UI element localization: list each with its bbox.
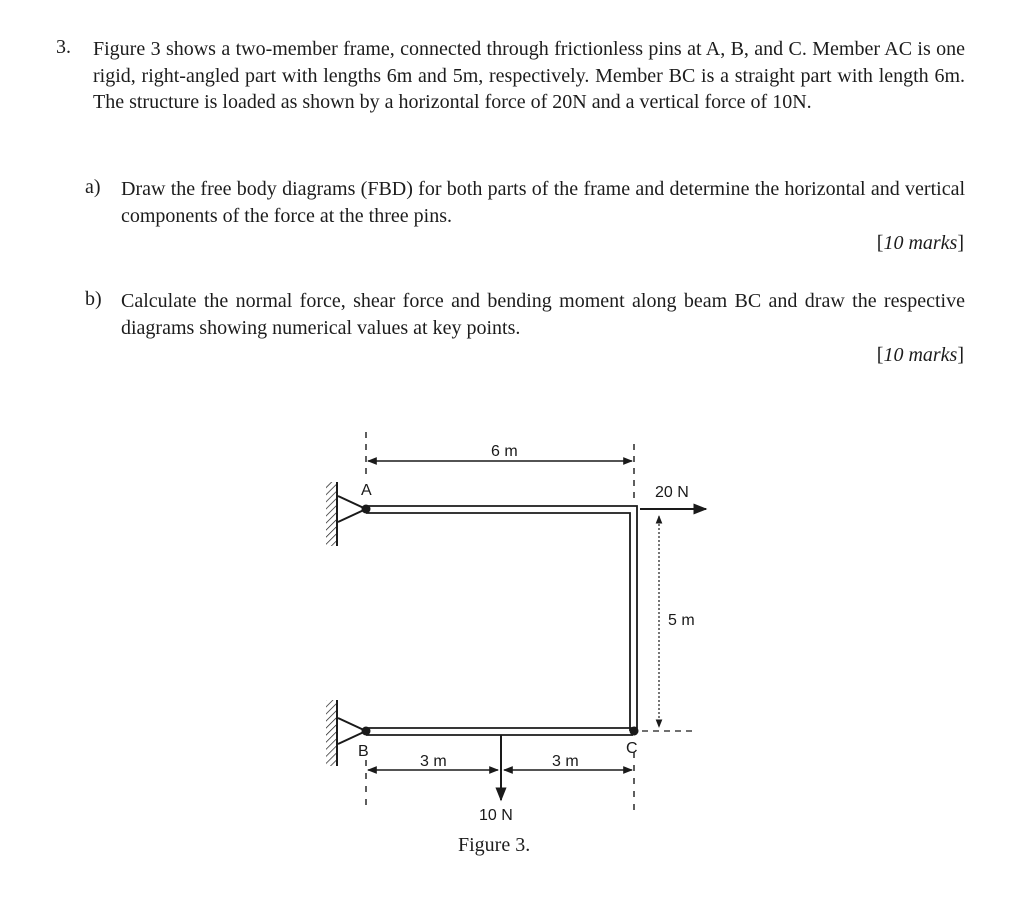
part-b-marks-value: 10 marks (883, 344, 958, 366)
part-a-text: Draw the free body diagrams (FBD) for both parts of the frame and determine the horizontal and vertical components of the force at the three pins. (121, 178, 965, 227)
frame-figure (310, 420, 730, 840)
pin-c-dot (630, 727, 639, 736)
figure-caption: Figure 3. (458, 834, 531, 856)
question-number: 3. (56, 36, 71, 58)
pin-a-label: A (361, 482, 372, 499)
right-dimension-label: 5 m (668, 612, 695, 629)
part-a-marks-value: 10 marks (883, 232, 958, 254)
member-ac (366, 506, 637, 731)
pin-b-dot (362, 727, 371, 736)
horizontal-force-label: 20 N (655, 484, 689, 501)
member-bc (366, 728, 633, 735)
bottom-left-dimension-label: 3 m (420, 753, 447, 770)
part-a-marks (877, 232, 964, 255)
vertical-force-label: 10 N (479, 807, 513, 824)
part-b-marks-close: ] (957, 344, 964, 366)
pin-a-dot (362, 505, 371, 514)
pin-c-label: C (626, 740, 638, 757)
part-b-marks (877, 344, 964, 367)
top-dimension-label: 6 m (491, 443, 518, 460)
part-a-marks-close: ] (957, 232, 964, 254)
part-b-marks-open: [ (876, 344, 884, 366)
pin-b-label: B (358, 743, 369, 760)
part-a-marks-open: [ (876, 232, 884, 254)
part-a-label: a) (85, 176, 101, 198)
part-b-text: Calculate the normal force, shear force and bending moment along beam BC and draw the respective diagrams showing numerical values at key points. (121, 290, 965, 339)
question-intro: Figure 3 shows a two-member frame, connected through frictionless pins at A, B, and C. Member AC is one rigid, right-angled part with lengths 6m and 5m, respectively. Member BC is a straight part with length 6m. The structure is loaded as shown by a horizontal force of 20N and a vertical force of 10N. (93, 38, 965, 113)
bottom-right-dimension-label: 3 m (552, 753, 579, 770)
part-b-label: b) (85, 288, 102, 310)
wall-support-a (326, 482, 366, 546)
